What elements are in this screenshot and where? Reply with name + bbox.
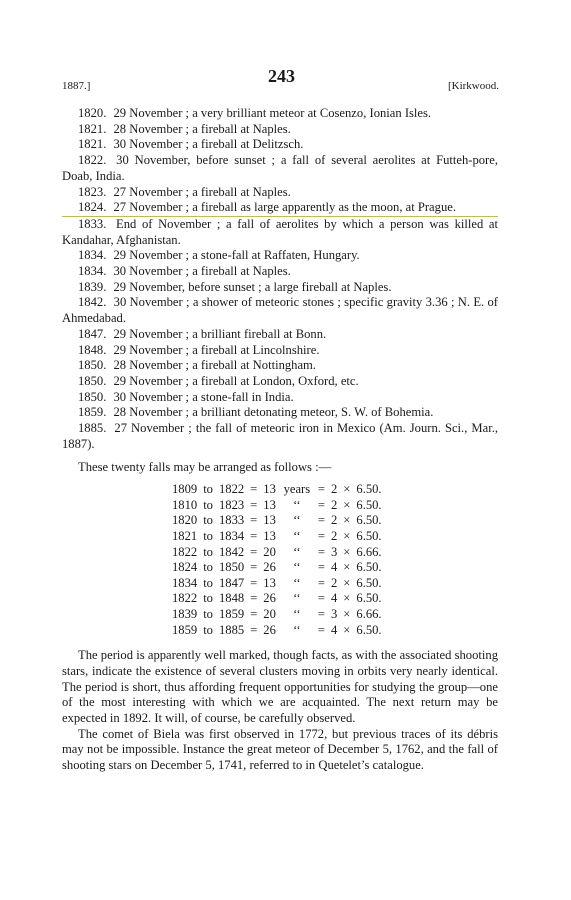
to-year: 1885 [218,622,245,637]
interval: 13 [263,528,276,543]
times-sign: × [343,544,351,559]
table-row [169,560,385,576]
equals-sign: = [250,622,258,637]
times-sign: × [343,591,351,606]
entry-year: 1822. [78,153,107,168]
from-year: 1824 [172,560,198,575]
multiplier: 2 [330,482,338,497]
entry-year: 1820. [78,106,107,120]
to-word: to [203,513,213,528]
period-value: 6.50. [356,497,382,512]
times-sign: × [343,575,351,590]
to-year: 1847 [218,575,245,590]
list-item [62,153,498,184]
entry-year: 1821. [78,121,107,136]
table-row [169,529,385,545]
from-year: 1810 [172,497,198,512]
interval: 13 [263,575,276,590]
list-item [62,295,498,326]
entry-text: 29 November ; a fireball at Lincolnshire. [113,342,320,357]
header-date: 1887.] [62,80,91,92]
equals-sign: = [250,575,258,590]
multiplier: 4 [330,622,338,637]
equals-sign: = [250,497,258,512]
list-item-highlighted [62,200,498,217]
entry-year: 1859. [78,405,107,420]
unit: ‘‘ [293,606,301,621]
page-number: 243 [268,66,295,86]
table-row [169,513,385,529]
unit: ‘‘ [293,544,301,559]
unit: ‘‘ [293,575,301,590]
equals-sign: = [317,575,325,590]
entry-text: 30 November ; a fireball at Delitzsch. [113,137,304,152]
times-sign: × [343,560,351,575]
equals-sign: = [317,606,325,621]
table-row [169,607,385,623]
table-intro: These twenty falls may be arranged as follows :— [78,460,332,475]
period-value: 6.66. [356,544,382,559]
body-paragraph: The period is apparently well marked, though facts, as with the associated shooting stars, indicate the existence of several clusters moving in orbits very nearly identical. The period is short, thus affording frequent opportunities for studying the group—one of the most interesting with which we are acquainted. The next return may be expected in 1892. It will, of course, be carefully observed. [62,648,498,725]
period-value: 6.50. [356,622,382,637]
entry-text: 28 November ; a brilliant detonating meteor, S. W. of Bohemia. [113,405,434,420]
to-year: 1834 [218,528,245,543]
list-item [62,405,498,421]
list-item [62,248,498,264]
equals-sign: = [250,528,258,543]
entry-year: 1823. [78,184,107,199]
to-year: 1850 [218,560,245,575]
to-word: to [203,528,213,543]
from-year: 1809 [172,482,198,497]
entry-text: 27 November ; the fall of meteoric iron in Mexico (Am. Journ. Sci., Mar., 1887). [62,421,498,451]
entry-text: 29 November ; a brilliant fireball at Bonn. [113,326,327,341]
list-item [62,421,498,452]
table-row [169,591,385,607]
table-row [169,498,385,514]
equals-sign: = [250,591,258,606]
page-header [62,66,499,106]
entry-text: 29 November, before sunset ; a large fireball at Naples. [113,279,392,294]
to-word: to [203,575,213,590]
to-year: 1848 [218,591,245,606]
entry-year: 1850. [78,358,107,373]
entry-year: 1850. [78,389,107,404]
interval: 20 [263,606,276,621]
list-item [62,137,498,153]
entry-year: 1824. [78,200,107,215]
entry-year: 1847. [78,326,107,341]
equals-sign: = [317,591,325,606]
times-sign: × [343,482,351,497]
list-item [62,122,498,138]
interval: 26 [263,622,276,637]
to-word: to [203,622,213,637]
period-value: 6.50. [356,575,382,590]
from-year: 1820 [172,513,198,528]
to-year: 1833 [218,513,245,528]
list-item [62,343,498,359]
list-item [62,106,498,122]
interval: 26 [263,591,276,606]
list-item [62,327,498,343]
body-paragraph: The comet of Biela was first observed in 1772, but previous traces of its débris may not be impossible. Instance the great meteor of December 5, 1762, and the fall of shooting stars on December 5, 1741, referred to in Quetelet’s catalogue. [62,726,498,773]
entry-text: 29 November ; a very brilliant meteor at Cosenzo, Ionian Isles. [113,106,432,120]
meteor-list [62,106,498,452]
entry-text: 28 November ; a fireball at Nottingham. [113,358,316,373]
to-year: 1859 [218,606,245,621]
entry-text: 27 November ; a fireball as large apparently as the moon, at Prague. [113,200,456,215]
equals-sign: = [250,544,258,559]
entry-year: 1834. [78,248,107,263]
unit: ‘‘ [293,560,301,575]
multiplier: 3 [330,606,338,621]
list-item [62,217,498,248]
to-word: to [203,544,213,559]
entry-text: 28 November ; a fireball at Naples. [113,121,291,136]
equals-sign: = [317,528,325,543]
table-row [169,482,385,498]
entry-text: 27 November ; a fireball at Naples. [113,184,291,199]
from-year: 1821 [172,528,198,543]
times-sign: × [343,528,351,543]
to-word: to [203,560,213,575]
multiplier: 4 [330,560,338,575]
to-year: 1822 [218,482,245,497]
unit: ‘‘ [293,622,301,637]
to-word: to [203,497,213,512]
entry-text: 30 November, before sunset ; a fall of several aerolites at Futteh-pore, Doab, India. [62,153,498,183]
unit: years [283,482,311,497]
unit: ‘‘ [293,528,301,543]
equals-sign: = [250,560,258,575]
unit: ‘‘ [293,497,301,512]
to-word: to [203,591,213,606]
entry-text: 30 November ; a fireball at Naples. [113,264,291,279]
from-year: 1822 [172,544,198,559]
equals-sign: = [317,622,325,637]
period-value: 6.50. [356,560,382,575]
period-value: 6.66. [356,606,382,621]
entry-year: 1834. [78,264,107,279]
interval: 13 [263,513,276,528]
entry-year: 1839. [78,279,107,294]
interval: 13 [263,482,276,497]
entry-year: 1848. [78,342,107,357]
header-author: [Kirkwood. [447,80,499,92]
entry-year: 1821. [78,137,107,152]
period-value: 6.50. [356,482,382,497]
times-sign: × [343,513,351,528]
interval: 13 [263,497,276,512]
list-item [62,185,498,201]
equals-sign: = [317,482,325,497]
unit: ‘‘ [293,591,301,606]
entry-year: 1885. [78,421,107,436]
to-year: 1842 [218,544,245,559]
entry-year: 1833. [78,216,107,231]
multiplier: 2 [330,575,338,590]
list-item [62,264,498,280]
from-year: 1839 [172,606,198,621]
period-value: 6.50. [356,513,382,528]
equals-sign: = [250,513,258,528]
page-body [62,106,498,774]
equals-sign: = [250,482,258,497]
from-year: 1834 [172,575,198,590]
interval: 20 [263,544,276,559]
multiplier: 3 [330,544,338,559]
interval: 26 [263,560,276,575]
entry-year: 1842. [78,295,107,310]
entry-year: 1850. [78,373,107,388]
multiplier: 2 [330,528,338,543]
times-sign: × [343,622,351,637]
unit: ‘‘ [293,513,301,528]
equals-sign: = [317,560,325,575]
entry-text: End of November ; a fall of aerolites by which a person was killed at Kandahar, Afghanistan. [62,216,498,247]
equals-sign: = [317,497,325,512]
equals-sign: = [250,606,258,621]
to-word: to [203,482,213,497]
table-row [169,545,385,561]
period-value: 6.50. [356,528,382,543]
period-table [169,482,385,638]
to-word: to [203,606,213,621]
entry-text: 30 November ; a stone-fall in India. [113,389,294,404]
entry-text: 29 November ; a stone-fall at Raffaten, Hungary. [113,248,360,263]
from-year: 1859 [172,622,198,637]
list-item [62,280,498,296]
multiplier: 4 [330,591,338,606]
equals-sign: = [317,544,325,559]
multiplier: 2 [330,497,338,512]
table-row [169,623,385,639]
equals-sign: = [317,513,325,528]
list-item [62,358,498,374]
period-value: 6.50. [356,591,382,606]
entry-text: 30 November ; a shower of meteoric stones ; specific gravity 3.36 ; N. E. of Ahmedabad. [62,295,498,326]
list-item [62,374,498,390]
list-item [62,390,498,406]
times-sign: × [343,497,351,512]
to-year: 1823 [218,497,245,512]
entry-text: 29 November ; a fireball at London, Oxford, etc. [113,373,359,388]
times-sign: × [343,606,351,621]
table-row [169,576,385,592]
multiplier: 2 [330,513,338,528]
from-year: 1822 [172,591,198,606]
